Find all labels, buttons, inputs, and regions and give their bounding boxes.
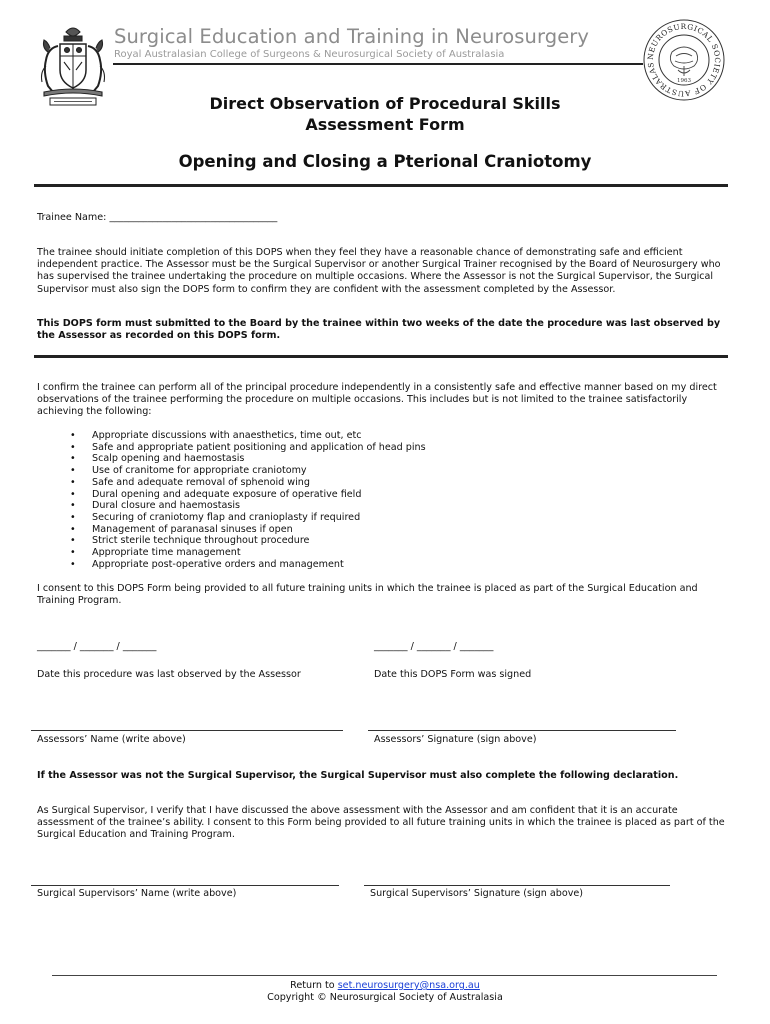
supervisor-declaration: As Surgical Supervisor, I verify that I have discussed the above assessment with the Assessor and am confident that it is an accurate assessment of the trainee’s ability. I consent to this Form being provided to all future training units in which the trainee is placed as part of the Surgical Education and Training Program. [37, 805, 725, 841]
footer-return-prefix: Return to [290, 980, 338, 991]
section-divider [34, 184, 728, 187]
procedure-title: Opening and Closing a Pterional Craniotomy [178, 152, 592, 171]
submission-note: This DOPS form must submitted to the Board by the trainee within two weeks of the date the procedure was last observed by the Assessor as recorded on this DOPS form. [37, 318, 721, 342]
section-divider [34, 355, 728, 358]
form-title: Direct Observation of Procedural Skills [209, 94, 561, 113]
trainee-name-field[interactable]: Trainee Name: ___________________________________ [37, 212, 278, 223]
supervisor-name-label: Surgical Supervisors’ Name (write above) [37, 888, 237, 899]
list-item: • Appropriate time management [70, 547, 710, 559]
signed-date-field[interactable]: _______ / _______ / _______ [374, 641, 494, 652]
org-title: Surgical Education and Training in Neurosurgery [114, 25, 590, 48]
skills-list [70, 430, 710, 570]
supervisor-name-line[interactable] [31, 885, 339, 886]
seal-year: 1963 [677, 78, 691, 84]
list-item: • Management of paranasal sinuses if open [70, 524, 710, 536]
supervisor-signature-line[interactable] [364, 885, 670, 886]
assessor-name-line[interactable] [31, 730, 343, 731]
email-link[interactable]: set.neurosurgery@nsa.org.au [337, 980, 480, 991]
form-title-line2: Assessment Form [305, 115, 465, 134]
header-divider [113, 63, 643, 65]
confirmation-paragraph: I confirm the trainee can perform all of the principal procedure independently in a consistently safe and effective manner based on my direct observations of the trainee performing the procedure on multiple occasions. This includes but is not limited to the trainee satisfactorily achieving the following: [37, 382, 717, 418]
intro-paragraph: The trainee should initiate completion of this DOPS when they feel they have a reasonable chance of demonstrating safe and efficient independent practice. The Assessor must be the Surgical Supervisor or another Surgical Trainer recognised by the Board of Neurosurgery who has supervised the trainee undertaking the procedure on multiple occasions. Where the Assessor is not the Surgical Supervisor, the Surgical Supervisor must also sign the DOPS form to confirm they are confident with the assessment completed by the Assessor. [37, 247, 721, 295]
signed-date-label: Date this DOPS Form was signed [374, 669, 532, 680]
list-item: • Use of cranitome for appropriate craniotomy [70, 465, 710, 477]
footer-copyright: Copyright © Neurosurgical Society of Australasia [267, 992, 503, 1003]
consent-paragraph: I consent to this DOPS Form being provided to all future training units in which the trainee is placed as part of the Surgical Education and Training Program. [37, 583, 698, 607]
list-item: • Scalp opening and haemostasis [70, 453, 710, 465]
footer-divider [52, 975, 717, 976]
observed-date-label: Date this procedure was last observed by the Assessor [37, 669, 301, 680]
list-item: • Safe and adequate removal of sphenoid wing [70, 477, 710, 489]
list-item: • Strict sterile technique throughout procedure [70, 535, 710, 547]
list-item: • Dural closure and haemostasis [70, 500, 710, 512]
observed-date-field[interactable]: _______ / _______ / _______ [37, 641, 157, 652]
assessor-signature-line[interactable] [368, 730, 676, 731]
assessor-signature-label: Assessors’ Signature (sign above) [374, 734, 537, 745]
supervisor-signature-label: Surgical Supervisors’ Signature (sign above) [370, 888, 584, 899]
nsa-seal-logo [642, 18, 726, 102]
supervisor-note: If the Assessor was not the Surgical Supervisor, the Surgical Supervisor must also complete the following declaration. [37, 770, 679, 781]
seal-ring-text: NEUROSURGICAL SOCIETY OF AUSTRALAS [645, 21, 723, 99]
list-item: • Safe and appropriate patient positioning and application of head pins [70, 442, 710, 454]
list-item: • Dural opening and adequate exposure of operative field [70, 489, 710, 501]
list-item: • Securing of craniotomy flap and cranioplasty if required [70, 512, 710, 524]
org-subtitle: Royal Australasian College of Surgeons & Neurosurgical Society of Australasia [114, 49, 505, 60]
footer-return [0, 980, 770, 991]
list-item: • Appropriate post-operative orders and management [70, 559, 710, 571]
assessor-name-label: Assessors’ Name (write above) [37, 734, 186, 745]
list-item: • Appropriate discussions with anaesthetics, time out, etc [70, 430, 710, 442]
